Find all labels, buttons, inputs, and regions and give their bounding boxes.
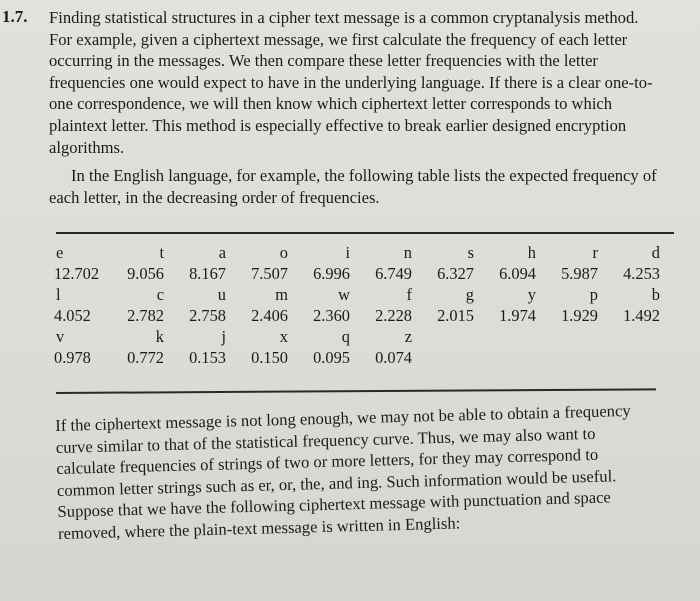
table-letter-cell: m	[275, 285, 288, 304]
table-letter-cell: a	[218, 243, 226, 262]
table-letter-cell: n	[403, 243, 412, 262]
table-letter-row	[50, 285, 660, 304]
table-value-cell: 2.228	[375, 306, 412, 325]
table-value-cell: 2.758	[189, 306, 226, 325]
table-value-row	[50, 262, 660, 285]
table-letter-cell: f	[406, 285, 412, 304]
table-letter-cell: b	[651, 285, 660, 304]
table-letter-cell: g	[465, 285, 474, 304]
table-letter-cell: d	[651, 243, 660, 262]
table-value-cell: 2.406	[251, 306, 288, 325]
table-letter-cell: o	[279, 243, 288, 262]
table-bottom-rule	[56, 388, 656, 393]
table-value-cell: 0.150	[251, 348, 288, 367]
problem-paragraph-1: Finding statistical structures in a cipher text message is a common cryptanalysis method. For example, given a ciphertext message, we first calculate the frequency of each letter occurring in the messages. We then compare these letter frequencies with the letter frequencies one would expect to have in the underlying language. If there is a clear one-to-one correspondence, we will then know which ciphertext letter corresponds to which plaintext letter. This method is especially effective to break earlier designed encryption algorithms.	[49, 8, 653, 157]
table-value-cell: 6.749	[375, 264, 412, 283]
table-letter-cell: k	[155, 327, 164, 346]
table-letter-row	[50, 243, 660, 262]
table-letter-cell: v	[56, 327, 65, 346]
table-letter-cell: w	[338, 285, 350, 304]
table-letter-cell: e	[56, 243, 64, 262]
table-value-cell: 2.360	[313, 306, 350, 325]
table-value-cell: 1.929	[561, 306, 598, 325]
table-value-cell: 0.074	[375, 348, 412, 367]
table-value-cell: 9.056	[127, 264, 164, 283]
table-value-cell: 12.702	[54, 264, 100, 283]
table-value-cell: 0.978	[54, 348, 91, 367]
table-value-cell: 0.095	[313, 348, 350, 367]
table-value-cell: 8.167	[189, 264, 226, 283]
table-value-cell: 1.492	[623, 306, 660, 325]
table-letter-cell: y	[527, 285, 536, 304]
table-letter-cell: q	[341, 327, 350, 346]
table-value-cell: 5.987	[561, 264, 598, 283]
table-value-row	[50, 304, 660, 327]
table-letter-cell: l	[56, 285, 61, 304]
table-value-cell: 6.996	[313, 264, 350, 283]
table-value-cell: 4.253	[623, 264, 660, 283]
table-value-row	[50, 346, 660, 369]
table-letter-cell: i	[345, 243, 350, 262]
problem-number: 1.7.	[2, 7, 28, 26]
table-letter-cell: x	[279, 327, 288, 346]
table-letter-cell: u	[217, 285, 226, 304]
table-value-cell: 6.094	[499, 264, 536, 283]
table-letter-cell: r	[592, 243, 598, 262]
problem-paragraph-3: If the ciphertext message is not long enough, we may not be able to obtain a frequency curve similar to that of the statistical frequency curve. Thus, we may also want to calculate frequencies of strings of two or more letters, for they may correspond to common letter strings such as er, or, the, and ing. Such information would be useful. Suppose that we have the following ciphertext message with punctuation and space removed, where the plain-text message is written in English:	[55, 400, 631, 543]
table-value-cell: 4.052	[54, 306, 91, 325]
table-letter-cell: t	[159, 243, 164, 262]
table-letter-cell: c	[156, 285, 164, 304]
table-value-cell: 1.974	[499, 306, 536, 325]
table-letter-cell: j	[221, 327, 226, 346]
table-value-cell: 6.327	[437, 264, 474, 283]
table-letter-cell: s	[467, 243, 474, 262]
table-letter-cell: p	[589, 285, 598, 304]
table-letter-row	[50, 327, 660, 346]
table-value-cell: 2.015	[437, 306, 474, 325]
table-letter-cell: h	[527, 243, 536, 262]
table-letter-cell: z	[404, 327, 412, 346]
table-top-rule	[56, 232, 674, 234]
problem-paragraph-2: In the English language, for example, the following table lists the expected frequency of each letter, in the decreasing order of frequencies.	[49, 166, 657, 207]
table-value-cell: 0.772	[127, 348, 164, 367]
table-value-cell: 7.507	[251, 264, 288, 283]
table-value-cell: 0.153	[189, 348, 226, 367]
table-value-cell: 2.782	[127, 306, 164, 325]
letter-frequency-table	[50, 243, 660, 369]
